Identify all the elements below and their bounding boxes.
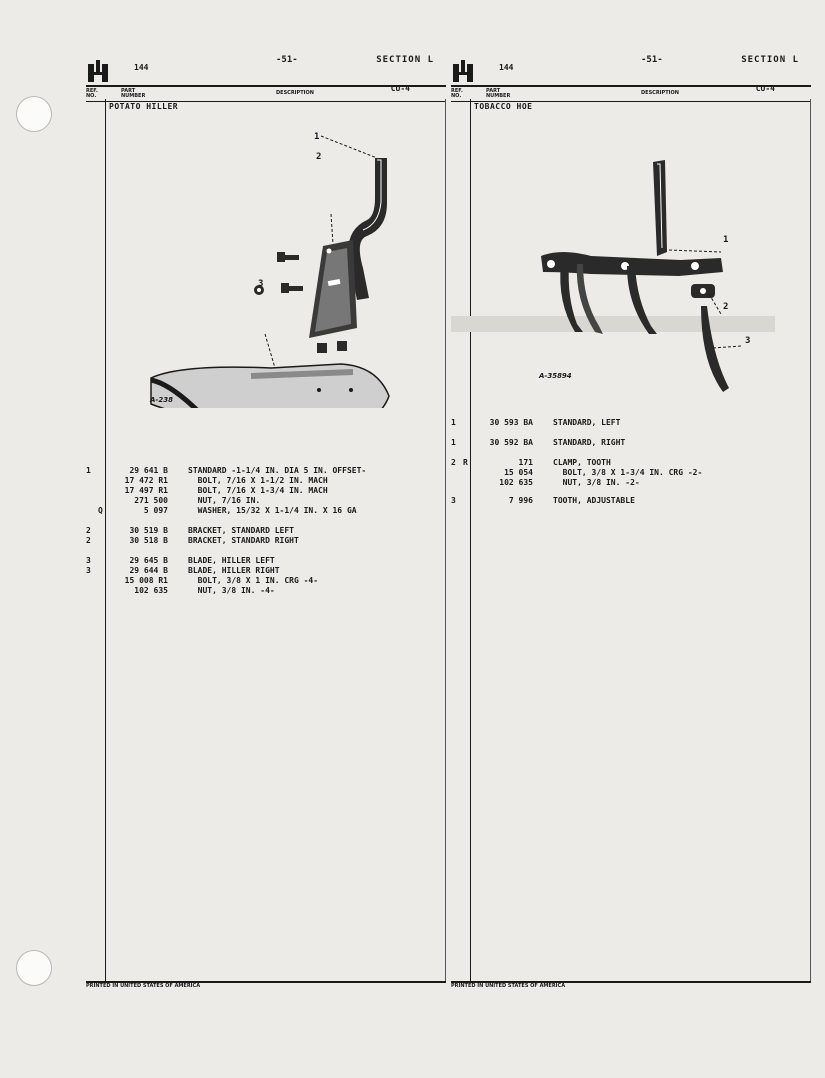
part-number-heading: PART NUMBER [121, 88, 146, 99]
description-heading: DESCRIPTION [641, 90, 679, 96]
ref-number: 1 [451, 438, 456, 447]
part-description: BOLT, 7/16 X 1-3/4 IN. MACH [188, 486, 328, 495]
part-description: BRACKET, STANDARD RIGHT [188, 536, 299, 545]
part-description: NUT, 3/8 IN. -2- [553, 478, 640, 487]
column-headings [451, 85, 811, 102]
ref-number: 1 [86, 466, 91, 475]
left-page-column [86, 48, 446, 988]
callout-2: 2 [316, 152, 322, 162]
ref-number: 1 [451, 418, 456, 427]
part-number: 30 593 BA [489, 418, 533, 427]
part-description: BRACKET, STANDARD LEFT [188, 526, 294, 535]
part-description: NUT, 7/16 IN. [188, 496, 261, 505]
punch-hole-top [16, 96, 52, 132]
column-rule-right [810, 99, 811, 981]
part-number: 102 635 [134, 586, 168, 595]
part-number: 30 519 B [129, 526, 168, 535]
part-description: BOLT, 3/8 X 1-3/4 IN. CRG -2- [553, 468, 703, 477]
section-label: SECTION L [741, 55, 799, 65]
qualifier: R [463, 458, 468, 467]
part-number: 29 644 B [129, 566, 168, 575]
part-number: 5 097 [143, 506, 168, 515]
part-description: BLADE, HILLER LEFT [188, 556, 275, 565]
column-rule-right [445, 99, 446, 981]
ref-number: 3 [451, 496, 456, 505]
part-description: STANDARD -1-1/4 IN. DIA 5 IN. OFFSET- [188, 466, 367, 475]
right-page-column [451, 48, 811, 988]
callout-1: 1 [723, 235, 729, 245]
part-description: TOOTH, ADJUSTABLE [553, 496, 635, 505]
part-description: WASHER, 15/32 X 1-1/4 IN. X 16 GA [188, 506, 357, 515]
part-number: 15 054 [504, 468, 533, 477]
page-header [451, 48, 811, 84]
callout-3: 3 [745, 336, 751, 346]
ih-logo-icon [88, 60, 108, 82]
part-number: 271 500 [134, 496, 168, 505]
tobacco-hoe-illustration [451, 148, 801, 398]
part-number-heading: PART NUMBER [486, 88, 511, 99]
part-number: 29 645 B [129, 556, 168, 565]
ref-number: 3 [86, 556, 91, 565]
group-title: POTATO HILLER [109, 102, 179, 111]
part-number: 29 641 B [129, 466, 168, 475]
part-number: 30 592 BA [489, 438, 533, 447]
part-description: BOLT, 7/16 X 1-1/2 IN. MACH [188, 476, 328, 485]
part-description: BOLT, 3/8 X 1 IN. CRG -4- [188, 576, 319, 585]
model-number: 144 [499, 63, 514, 72]
part-number: 15 008 R1 [124, 576, 168, 585]
group-title: TOBACCO HOE [474, 102, 533, 111]
ih-logo-icon [453, 60, 473, 82]
part-number: 171 [518, 458, 533, 467]
page-number: -51- [276, 55, 298, 65]
catalog-code: CU-4 [755, 84, 775, 93]
section-label: SECTION L [376, 55, 434, 65]
callout-3: 3 [258, 279, 264, 289]
callout-2: 2 [723, 302, 729, 312]
page-header [86, 48, 446, 84]
potato-hiller-illustration [141, 128, 431, 408]
part-description: BLADE, HILLER RIGHT [188, 566, 280, 575]
ref-number: 3 [86, 566, 91, 575]
part-description: CLAMP, TOOTH [553, 458, 611, 467]
part-number: 30 518 B [129, 536, 168, 545]
figure-number: A-238 [150, 396, 173, 404]
part-description: STANDARD, LEFT [553, 418, 621, 427]
footer-printed: PRINTED IN UNITED STATES OF AMERICA [451, 983, 566, 989]
part-number: 102 635 [499, 478, 533, 487]
part-number: 7 996 [508, 496, 533, 505]
part-description: NUT, 3/8 IN. -4- [188, 586, 275, 595]
part-number: 17 472 R1 [124, 476, 168, 485]
ref-number: 2 [451, 458, 456, 467]
part-number: 17 497 R1 [124, 486, 168, 495]
ref-number: 2 [86, 526, 91, 535]
ref-no-heading: REF. NO. [86, 88, 98, 99]
figure-number: A-35894 [539, 372, 572, 380]
model-number: 144 [134, 63, 149, 72]
catalog-code: CU-4 [390, 84, 410, 93]
ref-number: 2 [86, 536, 91, 545]
punch-hole-bottom [16, 950, 52, 986]
page-number: -51- [641, 55, 663, 65]
description-heading: DESCRIPTION [276, 90, 314, 96]
callout-1: 1 [314, 132, 320, 142]
ref-no-heading: REF. NO. [451, 88, 463, 99]
qualifier: Q [98, 506, 103, 515]
column-headings [86, 85, 446, 102]
part-description: STANDARD, RIGHT [553, 438, 626, 447]
footer-printed: PRINTED IN UNITED STATES OF AMERICA [86, 983, 201, 989]
